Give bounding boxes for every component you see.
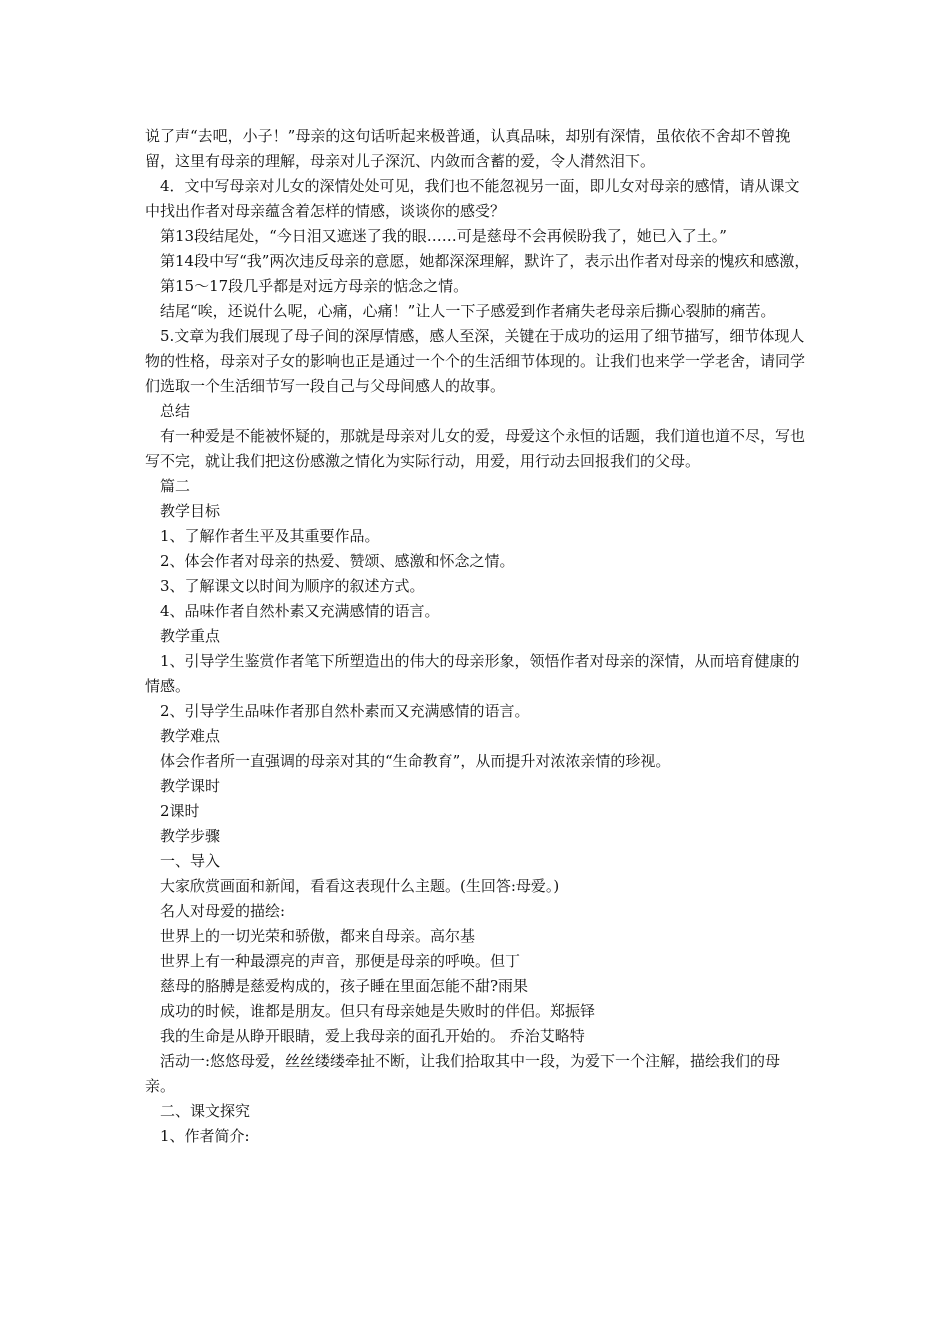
paragraph: 活动一:悠悠母爱，丝丝缕缕牵扯不断，让我们拾取其中一段，为爱下一个注解，描绘我们的母亲。	[145, 1052, 781, 1095]
paragraph: 名人对母爱的描绘:	[160, 902, 286, 920]
paragraph: 第14段中写“我”两次违反母亲的意愿，她都深深理解，默许了，表示出作者对母亲的愧疚和感激，	[160, 252, 810, 270]
quote-line: 世界上的一切光荣和骄傲，都来自母亲。高尔基	[160, 927, 476, 945]
list-item: 2、引导学生品味作者那自然朴素而又充满感情的语言。	[160, 702, 530, 720]
paragraph: 2课时	[160, 802, 200, 820]
paragraph: 第15～17段几乎都是对远方母亲的惦念之情。	[160, 277, 469, 295]
list-item: 1、了解作者生平及其重要作品。	[160, 527, 380, 545]
paragraph: 5.文章为我们展现了母子间的深厚情感，感人至深，关键在于成功的运用了细节描写，细节体现人物的性格，母亲对子女的影响也正是通过一个个的生活细节体现的。让我们也来学一学老舍，请同学们选取一个生活细节写一段自己与父母间感人的故事。	[145, 327, 806, 395]
section-heading: 教学目标	[160, 502, 221, 520]
quote-line: 世界上有一种最漂亮的声音，那便是母亲的呼唤。但丁	[160, 952, 521, 970]
section-heading: 教学步骤	[160, 827, 221, 845]
paragraph: 有一种爱是不能被怀疑的，那就是母亲对儿女的爱，母爱这个永恒的话题，我们道也道不尽，写也写不完，就让我们把这份感激之情化为实际行动，用爱，用行动去回报我们的父母。	[145, 427, 806, 470]
quote-line: 我的生命是从睁开眼睛，爱上我母亲的面孔开始的。 乔治艾略特	[160, 1027, 585, 1045]
section-heading: 二、课文探究	[160, 1102, 251, 1120]
list-item: 2、体会作者对母亲的热爱、赞颂、感激和怀念之情。	[160, 552, 515, 570]
paragraph: 4．文中写母亲对儿女的深情处处可见，我们也不能忽视另一面，即儿女对母亲的感情，请从课文中找出作者对母亲蕴含着怎样的情感，谈谈你的感受？	[145, 177, 800, 220]
paragraph: 体会作者所一直强调的母亲对其的“生命教育”，从而提升对浓浓亲情的珍视。	[160, 752, 671, 770]
section-heading: 总结	[160, 402, 191, 420]
list-item: 3、了解课文以时间为顺序的叙述方式。	[160, 577, 425, 595]
quote-line: 慈母的胳膊是慈爱构成的，孩子睡在里面怎能不甜?雨果	[160, 977, 529, 995]
document-body	[145, 124, 810, 1149]
list-item: 4、品味作者自然朴素又充满感情的语言。	[160, 602, 440, 620]
quote-line: 成功的时候，谁都是朋友。但只有母亲她是失败时的伴侣。郑振铎	[160, 1002, 596, 1020]
list-item: 1、作者简介:	[160, 1127, 250, 1145]
section-heading: 教学重点	[160, 627, 221, 645]
section-heading: 教学课时	[160, 777, 221, 795]
section-heading: 一、导入	[160, 852, 221, 870]
section-heading: 篇二	[160, 477, 191, 495]
list-item: 1、引导学生鉴赏作者笔下所塑造出的伟大的母亲形象，领悟作者对母亲的深情，从而培育健康的情感。	[145, 652, 800, 695]
paragraph: 结尾“唉，还说什么呢，心痛，心痛！”让人一下子感爱到作者痛失老母亲后撕心裂肺的痛苦。	[160, 302, 776, 320]
section-heading: 教学难点	[160, 727, 221, 745]
paragraph: 第13段结尾处，“今日泪又遮迷了我的眼……可是慈母不会再候盼我了，她已入了土。”	[160, 227, 727, 245]
paragraph: 说了声“去吧，小子！”母亲的这句话听起来极普通，认真品味，却别有深情，虽依依不舍却不曾挽留，这里有母亲的理解，母亲对儿子深沉、内敛而含蓄的爱，令人潸然泪下。	[145, 127, 791, 170]
paragraph: 大家欣赏画面和新闻，看看这表现什么主题。(生回答:母爱。)	[160, 877, 560, 895]
